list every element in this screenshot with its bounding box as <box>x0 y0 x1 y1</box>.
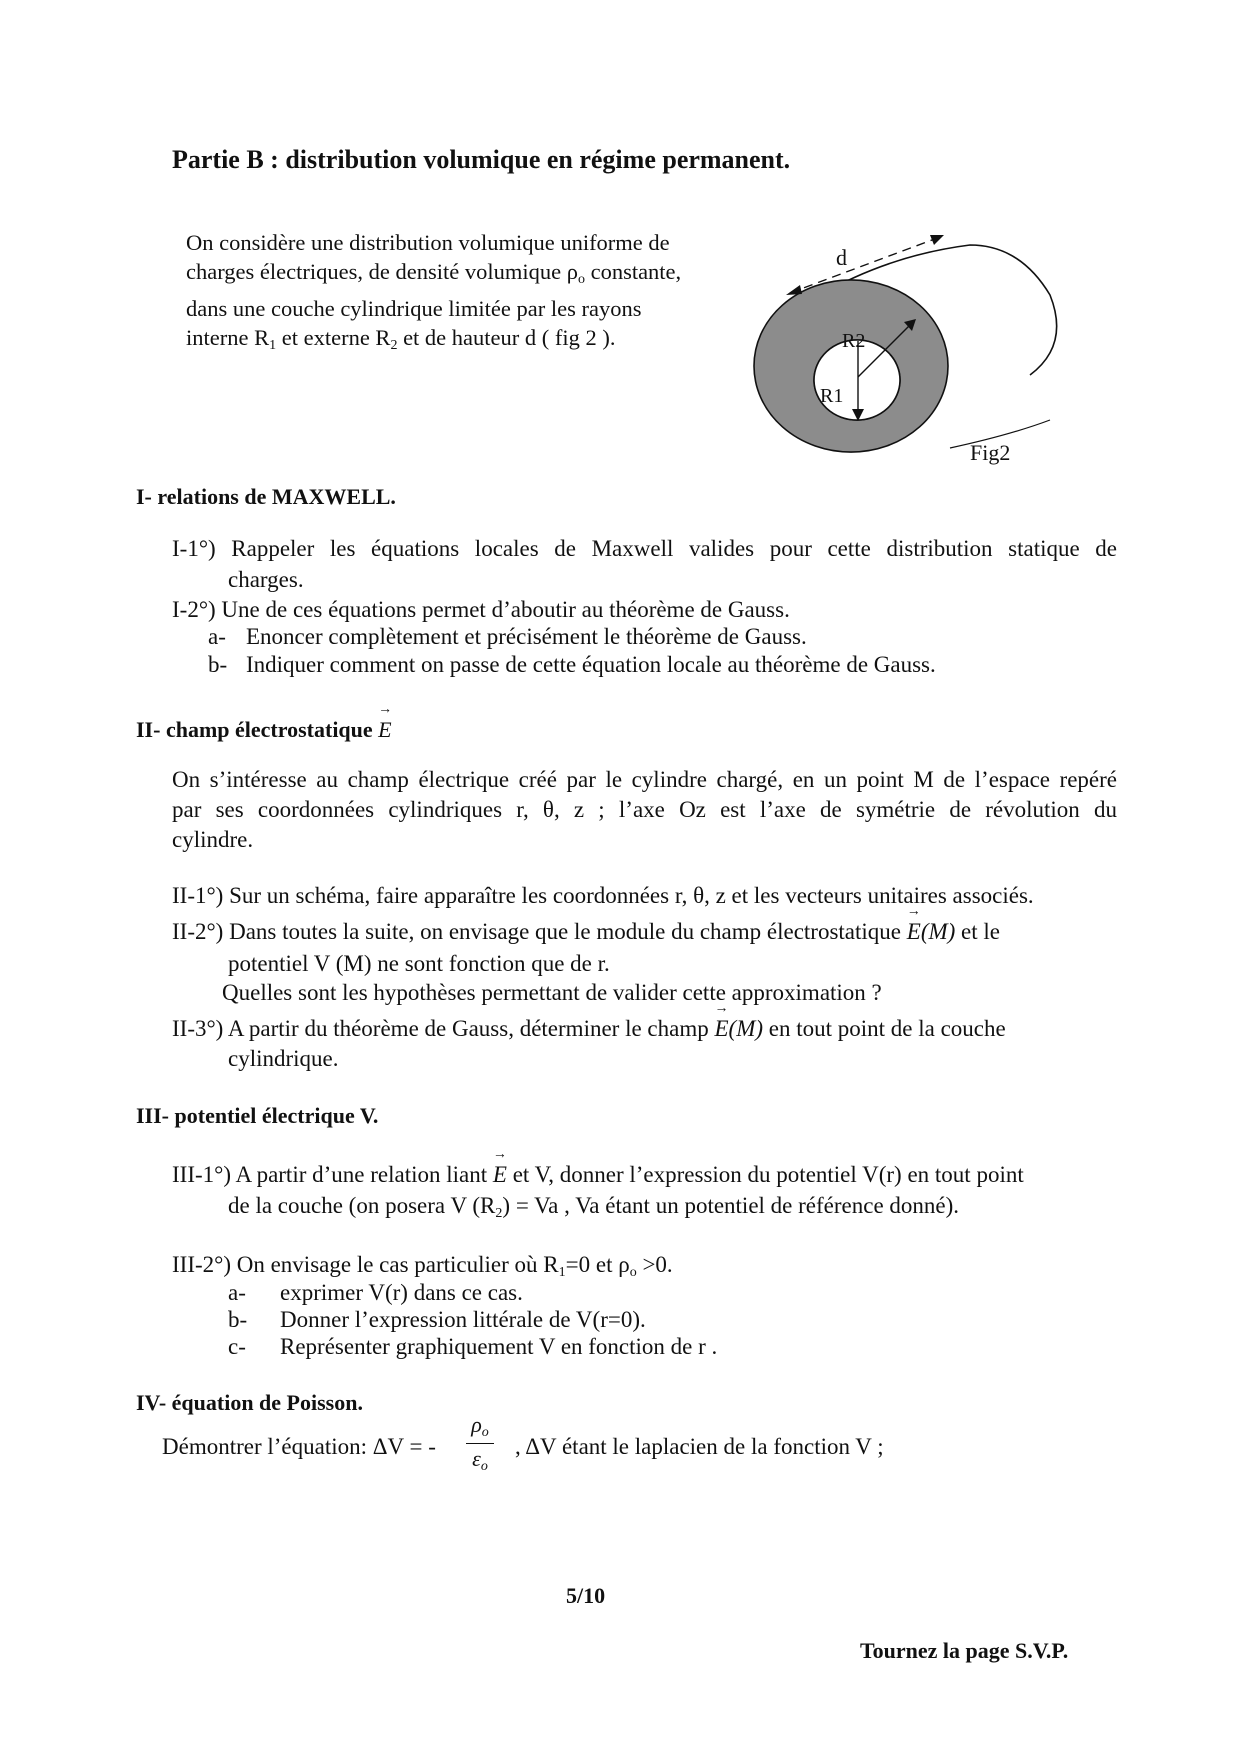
question-i1-cont: charges. <box>228 567 304 592</box>
label-r2: R2 <box>842 330 866 352</box>
list-marker: b- <box>228 1307 248 1332</box>
turn-page-note: Tournez la page S.V.P. <box>860 1638 1069 1663</box>
rho-symbol: ρ <box>566 259 578 284</box>
list-marker: b- <box>208 652 228 677</box>
question-i2: I-2°) Une de ces équations permet d’aboutir au théorème de Gauss. <box>172 597 790 622</box>
rho-subscript: o <box>577 272 585 287</box>
list-marker: a- <box>228 1280 246 1305</box>
question-ii2-cont: potentiel V (M) ne sont fonction que de r. <box>228 951 610 976</box>
intro-text: interne R <box>186 325 270 350</box>
section-heading-field <box>136 717 392 743</box>
list-marker: c- <box>228 1334 246 1359</box>
e-vector-symbol: → E <box>378 717 391 743</box>
question-text: III-1°) A partir d’une relation liant <box>172 1162 493 1187</box>
question-i2-b: Indiquer comment on passe de cette équation locale au théorème de Gauss. <box>246 652 936 677</box>
fraction-bar <box>466 1443 494 1444</box>
question-text: III-2°) On envisage le cas particulier où R <box>172 1252 559 1277</box>
section-heading-potential: III- potentiel électrique V. <box>136 1103 379 1128</box>
heading-text: II- champ électrostatique <box>136 717 379 742</box>
question-i2-a: Enoncer complètement et précisément le théorème de Gauss. <box>246 624 807 649</box>
rho-subscript: o <box>481 1425 489 1440</box>
e-of-m-symbol: → E(M) <box>714 1016 763 1042</box>
rho-over-epsilon-fraction <box>462 1412 498 1475</box>
question-text: en tout point de la couche <box>763 1016 1006 1041</box>
page-number: 5/10 <box>566 1583 606 1608</box>
question-ii2-cont: Quelles sont les hypothèses permettant de valider cette approximation ? <box>222 980 882 1005</box>
intro-text: et externe R <box>276 325 391 350</box>
figure-caption: Fig2 <box>970 440 1011 465</box>
rho-subscript: o <box>629 1265 637 1280</box>
intro-line: dans une couche cylindrique limitée par les rayons <box>186 296 642 321</box>
question-text: ) = Va , Va étant un potentiel de référence donné). <box>502 1193 960 1218</box>
question-text: et le <box>955 919 1000 944</box>
page-title: Partie B : distribution volumique en régime permanent. <box>172 145 791 174</box>
question-text: et V, donner l’expression du potentiel V(r) en tout point <box>506 1162 1024 1187</box>
question-text: =0 et ρ <box>565 1252 630 1277</box>
intro-text: charges électriques, de densité volumique <box>186 259 567 284</box>
intro-text: et de hauteur d ( fig 2 ). <box>397 325 616 350</box>
question-text: >0. <box>636 1252 673 1277</box>
field-intro-line2: par ses coordonnées cylindriques r, θ, z ; l’axe Oz est l’axe de symétrie de révolution du <box>172 797 1117 822</box>
field-intro-line1: On s’intéresse au champ électrique créé par le cylindre chargé, en un point M de l’espace repéré <box>172 767 1117 792</box>
question-iii2-a: exprimer V(r) dans ce cas. <box>280 1280 523 1305</box>
fraction-numerator <box>471 1412 489 1440</box>
cylinder-figure <box>740 215 1080 475</box>
rho-symbol: ρ <box>471 1412 482 1437</box>
poisson-equation-lhs: Démontrer l’équation: ΔV = - <box>162 1434 436 1459</box>
section-heading-poisson: IV- équation de Poisson. <box>136 1390 363 1415</box>
epsilon-symbol: ε <box>472 1446 481 1471</box>
list-marker: a- <box>208 624 226 649</box>
poisson-equation-rhs: , ΔV étant le laplacien de la fonction V ; <box>515 1434 884 1459</box>
question-ii3-cont: cylindrique. <box>228 1046 339 1071</box>
intro-paragraph <box>186 228 726 360</box>
height-arrow-head-left <box>786 285 802 295</box>
question-iii2 <box>172 1252 673 1281</box>
label-d: d <box>836 245 847 270</box>
inner-hole <box>814 340 900 420</box>
intro-line: On considère une distribution volumique uniforme de <box>186 230 670 255</box>
label-r1: R1 <box>820 385 844 407</box>
epsilon-subscript: o <box>480 1459 488 1474</box>
e-vector-symbol: → E <box>493 1162 507 1188</box>
r1-subscript: 1 <box>558 1265 566 1280</box>
question-iii1 <box>172 1162 1117 1188</box>
r2-subscript: 2 <box>390 338 398 353</box>
e-of-m-symbol: → E(M) <box>907 919 956 945</box>
question-iii2-b: Donner l’expression littérale de V(r=0). <box>280 1307 646 1332</box>
section-heading-maxwell: I- relations de MAXWELL. <box>136 484 396 509</box>
r2-subscript: 2 <box>495 1206 503 1221</box>
question-ii2 <box>172 919 1117 945</box>
intro-line <box>186 257 726 294</box>
question-text: II-3°) A partir du théorème de Gauss, déterminer le champ <box>172 1016 715 1041</box>
question-iii2-c: Représenter graphiquement V en fonction de r . <box>280 1334 718 1359</box>
height-arrow-head-right <box>930 235 944 245</box>
question-i1: I-1°) Rappeler les équations locales de Maxwell valides pour cette distribution statique de <box>172 536 1117 561</box>
question-iii1-cont <box>228 1193 959 1222</box>
field-intro-line3: cylindre. <box>172 827 254 852</box>
question-ii3 <box>172 1016 1117 1042</box>
question-text: de la couche (on posera V (R <box>228 1193 496 1218</box>
question-ii1: II-1°) Sur un schéma, faire apparaître les coordonnées r, θ, z et les vecteurs unitaires associés. <box>172 883 1034 908</box>
r1-subscript: 1 <box>269 338 277 353</box>
intro-line <box>186 323 726 360</box>
fraction-denominator <box>472 1446 488 1474</box>
intro-text: constante, <box>584 259 682 284</box>
question-text: II-2°) Dans toutes la suite, on envisage que le module du champ électrostatique <box>172 919 907 944</box>
